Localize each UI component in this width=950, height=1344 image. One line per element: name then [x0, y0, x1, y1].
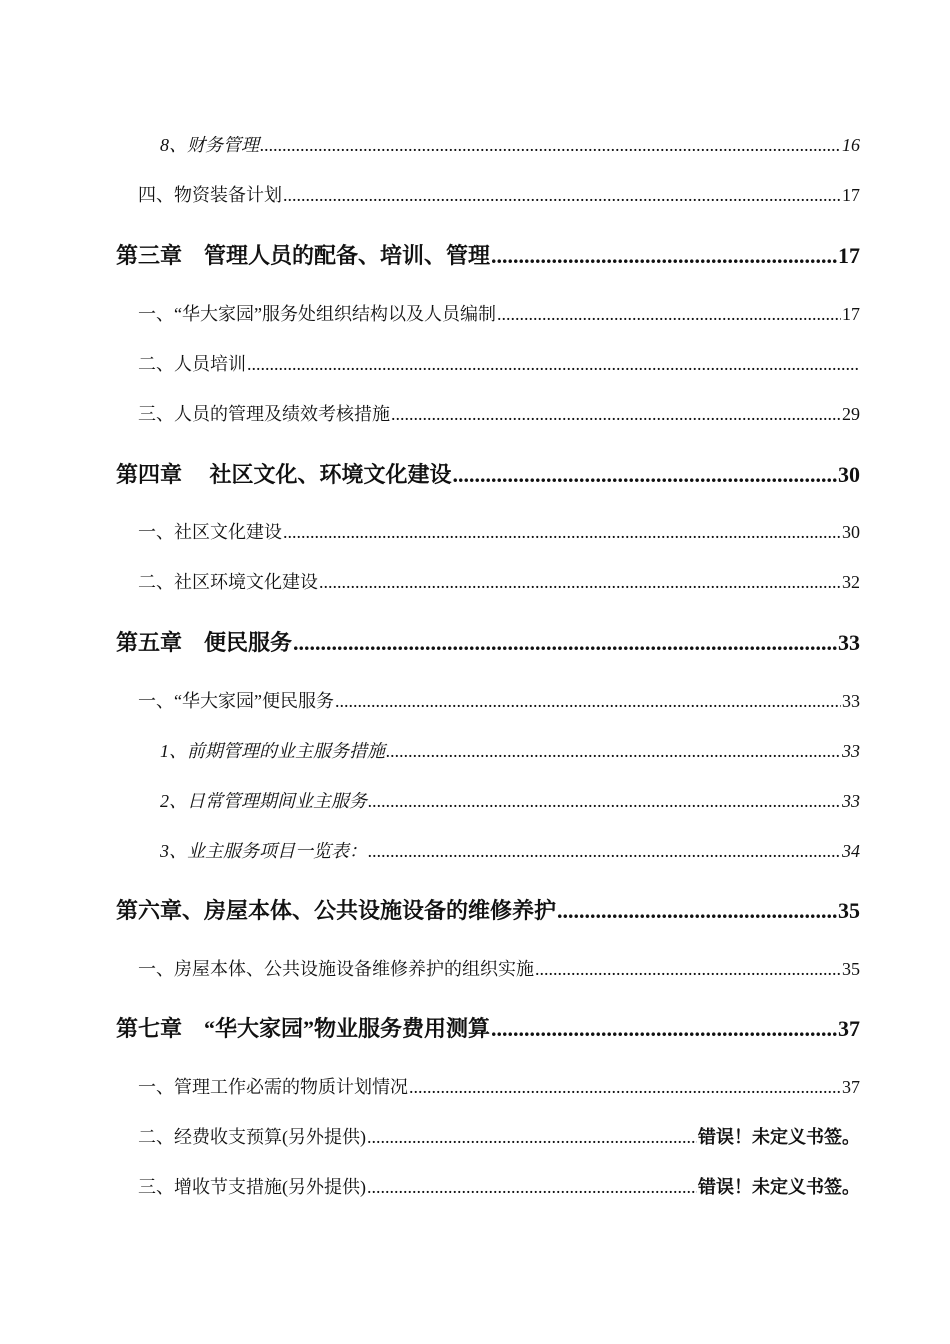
toc-dot-leader: [491, 243, 837, 269]
toc-entry-title: 四、物资装备计划: [138, 185, 282, 205]
toc-dot-leader: [260, 135, 841, 156]
toc-entry-page: 33: [842, 691, 860, 711]
toc-dot-leader: [247, 354, 860, 375]
toc-entry-page: 30: [842, 522, 860, 542]
toc-entry[interactable]: [160, 837, 860, 867]
toc-entry[interactable]: [138, 181, 860, 211]
toc-chapter-entry[interactable]: [116, 626, 860, 656]
toc-entry-page: 35: [838, 898, 860, 923]
toc-dot-leader: [391, 404, 841, 425]
toc-entry-title: 第四章 社区文化、环境文化建设: [116, 462, 452, 487]
toc-entry[interactable]: [138, 1123, 860, 1153]
toc-entry[interactable]: [160, 737, 860, 767]
toc-entry-title: 一、管理工作必需的物质计划情况: [138, 1077, 408, 1097]
toc-entry-title: 第七章 “华大家园”物业服务费用测算: [116, 1016, 491, 1041]
toc-dot-leader: [535, 959, 841, 980]
toc-entry-title: 1、前期管理的业主服务措施: [160, 741, 385, 761]
toc-dot-leader: [491, 1016, 837, 1042]
toc-entry-title: 三、人员的管理及绩效考核措施: [138, 404, 390, 424]
toc-dot-leader: [386, 741, 841, 762]
toc-dot-leader: [453, 462, 837, 488]
toc-entry-page: 33: [842, 791, 860, 811]
toc-dot-leader: [497, 304, 841, 325]
toc-entry-title: 一、社区文化建设: [138, 522, 282, 542]
toc-dot-leader: [293, 630, 837, 656]
toc-entry-page: 17: [842, 185, 860, 205]
toc-dot-leader: [409, 1077, 841, 1098]
toc-dot-leader: [367, 1177, 697, 1198]
toc-entry-page: 17: [838, 243, 860, 268]
toc-entry-title: 第三章 管理人员的配备、培训、管理: [116, 243, 491, 268]
toc-chapter-entry[interactable]: [116, 458, 860, 488]
toc-dot-leader: [367, 1127, 697, 1148]
toc-dot-leader: [283, 522, 841, 543]
toc-entry-title: 8、财务管理: [160, 135, 259, 155]
toc-entry-title: 第五章 便民服务: [116, 630, 293, 655]
toc-entry[interactable]: [138, 955, 860, 985]
toc-entry[interactable]: [138, 400, 860, 430]
toc-entry-page: 30: [838, 462, 860, 487]
toc-entry-title: 二、人员培训: [138, 354, 246, 374]
toc-entry-title: 一、“华大家园”便民服务: [138, 691, 334, 711]
toc-entry[interactable]: [160, 131, 860, 161]
toc-entry-page: 32: [842, 572, 860, 592]
toc-dot-leader: [368, 791, 841, 812]
toc-chapter-entry[interactable]: [116, 894, 860, 924]
toc-dot-leader: [335, 691, 841, 712]
toc-entry-title: 二、经费收支预算(另外提供): [138, 1127, 366, 1147]
toc-entry[interactable]: [138, 1173, 860, 1203]
toc-entry-page: 34: [842, 841, 860, 861]
toc-entry-page: 16: [842, 135, 860, 155]
toc-entry-page: 17: [842, 304, 860, 324]
toc-dot-leader: [557, 898, 837, 924]
toc-entry-page: 37: [842, 1077, 860, 1097]
toc-entry-page: 37: [838, 1016, 860, 1041]
toc-chapter-entry[interactable]: [116, 1012, 860, 1042]
toc-entry-title: 一、“华大家园”服务处组织结构以及人员编制: [138, 304, 496, 324]
toc-chapter-entry[interactable]: [116, 239, 860, 269]
toc-entry-title: 3、业主服务项目一览表：: [160, 841, 367, 861]
toc-entry[interactable]: [138, 687, 860, 717]
toc-entry-page: 33: [838, 630, 860, 655]
toc-entry-page-error: 错误！未定义书签。: [698, 1127, 860, 1147]
toc-dot-leader: [368, 841, 841, 862]
toc-entry[interactable]: [160, 787, 860, 817]
toc-entry-title: 第六章、房屋本体、公共设施设备的维修养护: [116, 898, 557, 923]
toc-entry-title: 一、房屋本体、公共设施设备维修养护的组织实施: [138, 959, 534, 979]
toc-entry[interactable]: [138, 300, 860, 330]
toc-dot-leader: [283, 185, 841, 206]
toc-entry-page-error: 错误！未定义书签。: [698, 1177, 860, 1197]
toc-entry[interactable]: [138, 1073, 860, 1103]
toc-entry-page: 33: [842, 741, 860, 761]
toc-entry-title: 2、日常管理期间业主服务: [160, 791, 367, 811]
toc-entry[interactable]: [138, 350, 860, 380]
toc-entry-title: 三、增收节支措施(另外提供): [138, 1177, 366, 1197]
toc-entry-title: 二、社区环境文化建设: [138, 572, 318, 592]
toc-entry[interactable]: [138, 568, 860, 598]
toc-dot-leader: [319, 572, 841, 593]
toc-entry-page: 29: [842, 404, 860, 424]
toc-entry-page: 35: [842, 959, 860, 979]
toc-entry[interactable]: [138, 518, 860, 548]
